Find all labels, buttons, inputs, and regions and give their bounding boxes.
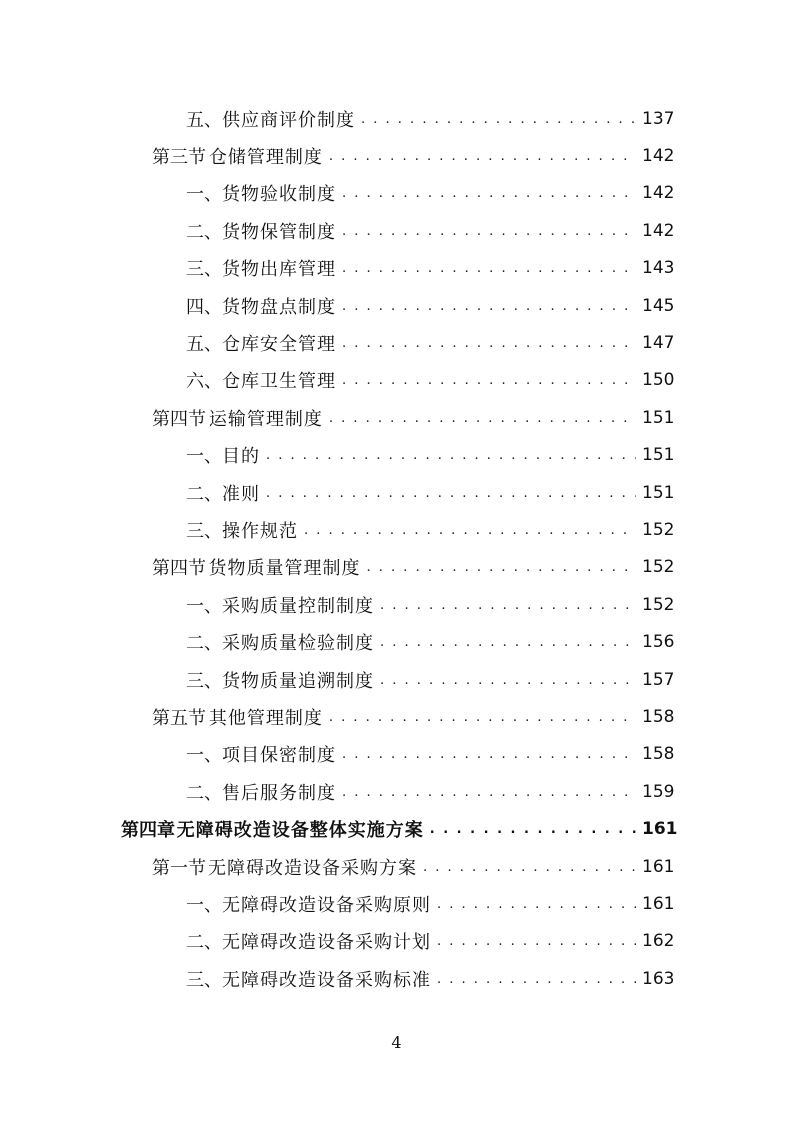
toc-entry-line [152, 554, 674, 580]
toc-entry-line [152, 854, 674, 880]
toc-dot-leader [329, 412, 636, 430]
toc-entry-page: 161 [642, 819, 678, 840]
toc-entry-title: 操作规范 [222, 520, 298, 542]
toc-entry-title: 货物质量追溯制度 [222, 670, 374, 692]
toc-dot-leader [304, 524, 636, 542]
toc-dot-leader [361, 113, 636, 131]
toc-entry-item[interactable] [0, 736, 793, 773]
toc-entry-page: 162 [642, 931, 675, 952]
toc-entry-page: 142 [642, 146, 675, 167]
toc-entry-number: 三、 [186, 670, 222, 692]
toc-entry-item[interactable] [0, 362, 793, 399]
toc-entry-number: 第四节 [152, 558, 206, 580]
toc-entry-page: 158 [642, 706, 675, 727]
toc-entry-page: 151 [642, 407, 675, 428]
toc-entry-section[interactable] [0, 399, 793, 436]
toc-entry-line [186, 629, 674, 655]
toc-entry-title: 仓储管理制度 [208, 147, 323, 169]
toc-entry-page: 161 [642, 893, 675, 914]
toc-entry-page: 161 [642, 856, 675, 877]
toc-entry-page: 152 [642, 557, 675, 578]
toc-entry-line [186, 741, 674, 767]
toc-entry-item[interactable] [0, 960, 793, 997]
toc-entry-page: 137 [642, 108, 675, 129]
toc-dot-leader [342, 300, 636, 318]
toc-entry-number: 一、 [186, 184, 222, 206]
toc-entry-title: 采购质量检验制度 [222, 633, 374, 655]
toc-entry-page: 163 [642, 968, 675, 989]
toc-entry-line [152, 405, 674, 431]
page-number: 4 [391, 1033, 402, 1052]
toc-entry-number: 二、 [186, 221, 222, 243]
toc-entry-number: 第五节 [152, 707, 206, 729]
toc-entry-item[interactable] [0, 212, 793, 249]
toc-entry-page: 142 [642, 183, 675, 204]
toc-dot-leader [380, 674, 636, 692]
toc-entry-section[interactable] [0, 137, 793, 174]
toc-dot-leader [423, 861, 636, 879]
toc-entry-line [186, 517, 674, 543]
toc-dot-leader [329, 711, 636, 729]
toc-entry-page: 147 [642, 333, 675, 354]
toc-entry-line [186, 667, 674, 693]
toc-entry-title: 货物验收制度 [222, 184, 336, 206]
toc-entry-number: 五、 [186, 109, 222, 131]
table-of-contents [0, 100, 793, 997]
toc-entry-item[interactable] [0, 773, 793, 810]
toc-entry-chapter[interactable] [0, 810, 793, 847]
toc-entry-page: 156 [642, 632, 675, 653]
toc-entry-section[interactable] [0, 848, 793, 885]
toc-entry-title: 货物质量管理制度 [208, 558, 361, 580]
toc-dot-leader [342, 786, 636, 804]
toc-entry-line [186, 480, 674, 506]
toc-entry-item[interactable] [0, 437, 793, 474]
toc-entry-line [186, 218, 674, 244]
toc-dot-leader [342, 262, 636, 280]
toc-entry-number: 一、 [186, 446, 222, 468]
toc-entry-title: 仓库安全管理 [222, 334, 336, 356]
toc-dot-leader [367, 561, 636, 579]
toc-dot-leader [342, 337, 636, 355]
toc-dot-leader [437, 935, 636, 953]
toc-entry-page: 158 [642, 744, 675, 765]
toc-entry-line [186, 928, 674, 954]
toc-entry-section[interactable] [0, 549, 793, 586]
toc-dot-leader [342, 748, 636, 766]
toc-entry-page: 143 [642, 258, 675, 279]
toc-entry-item[interactable] [0, 623, 793, 660]
toc-entry-line [186, 592, 674, 618]
toc-entry-title: 无障碍改造设备采购原则 [222, 894, 431, 916]
toc-entry-title: 采购质量控制制度 [222, 595, 374, 617]
toc-dot-leader [329, 150, 636, 168]
toc-entry-title: 仓库卫生管理 [222, 371, 336, 393]
toc-entry-line [186, 330, 674, 356]
toc-entry-item[interactable] [0, 287, 793, 324]
toc-entry-line [186, 966, 674, 992]
toc-entry-item[interactable] [0, 511, 793, 548]
toc-entry-title: 售后服务制度 [222, 782, 336, 804]
toc-entry-page: 151 [642, 445, 675, 466]
toc-entry-title: 其他管理制度 [208, 707, 323, 729]
toc-entry-section[interactable] [0, 698, 793, 735]
toc-dot-leader [266, 487, 636, 505]
toc-entry-number: 二、 [186, 483, 222, 505]
toc-entry-line [186, 106, 674, 132]
toc-entry-item[interactable] [0, 250, 793, 287]
toc-entry-page: 145 [642, 295, 675, 316]
toc-entry-item[interactable] [0, 175, 793, 212]
toc-entry-number: 四、 [186, 296, 222, 318]
toc-entry-title: 无障碍改造设备采购标准 [222, 969, 431, 991]
toc-entry-line [186, 255, 674, 281]
toc-entry-title: 货物盘点制度 [222, 296, 336, 318]
toc-entry-line [186, 442, 674, 468]
toc-entry-page: 152 [642, 519, 675, 540]
toc-entry-title: 项目保密制度 [222, 745, 336, 767]
toc-entry-title: 无障碍改造设备整体实施方案 [176, 820, 424, 842]
toc-entry-number: 一、 [186, 745, 222, 767]
toc-entry-line [186, 779, 674, 805]
toc-entry-number: 六、 [186, 371, 222, 393]
toc-entry-page: 150 [642, 370, 675, 391]
toc-entry-title: 准则 [222, 483, 260, 505]
toc-entry-item[interactable] [0, 885, 793, 922]
toc-entry-number: 三、 [186, 520, 222, 542]
toc-entry-line [152, 704, 674, 730]
toc-entry-page: 157 [642, 669, 675, 690]
toc-entry-number: 五、 [186, 334, 222, 356]
toc-entry-item[interactable] [0, 100, 793, 137]
toc-entry-title: 供应商评价制度 [222, 109, 355, 131]
toc-entry-item[interactable] [0, 474, 793, 511]
toc-entry-page: 142 [642, 220, 675, 241]
toc-entry-number: 二、 [186, 782, 222, 804]
toc-entry-number: 二、 [186, 633, 222, 655]
toc-entry-line [186, 367, 674, 393]
toc-entry-number: 第四章 [121, 820, 175, 842]
toc-dot-leader [380, 599, 636, 617]
toc-entry-page: 152 [642, 594, 675, 615]
toc-entry-page: 151 [642, 482, 675, 503]
toc-dot-leader [430, 823, 636, 841]
toc-entry-line [186, 180, 674, 206]
toc-dot-leader [437, 973, 636, 991]
toc-dot-leader [342, 187, 636, 205]
toc-entry-number: 三、 [186, 259, 222, 281]
toc-entry-number: 二、 [186, 932, 222, 954]
toc-entry-line [152, 143, 674, 169]
toc-entry-number: 一、 [186, 894, 222, 916]
toc-dot-leader [380, 636, 636, 654]
toc-dot-leader [342, 225, 636, 243]
toc-entry-number: 一、 [186, 595, 222, 617]
toc-entry-title: 无障碍改造设备采购计划 [222, 932, 431, 954]
toc-entry-number: 三、 [186, 969, 222, 991]
toc-entry-line [186, 891, 674, 917]
toc-entry-title: 目的 [222, 446, 260, 468]
toc-entry-title: 货物出库管理 [222, 259, 336, 281]
toc-dot-leader [437, 898, 636, 916]
toc-entry-number: 第三节 [152, 147, 206, 169]
toc-entry-item[interactable] [0, 923, 793, 960]
toc-entry-title: 货物保管制度 [222, 221, 336, 243]
toc-entry-number: 第四节 [152, 408, 206, 430]
toc-entry-line [121, 816, 678, 842]
toc-entry-item[interactable] [0, 661, 793, 698]
toc-dot-leader [266, 449, 636, 467]
toc-entry-page: 159 [642, 781, 675, 802]
toc-entry-title: 运输管理制度 [208, 408, 323, 430]
toc-entry-number: 第一节 [152, 857, 206, 879]
toc-entry-title: 无障碍改造设备采购方案 [207, 857, 417, 879]
toc-entry-item[interactable] [0, 586, 793, 623]
toc-entry-item[interactable] [0, 324, 793, 361]
toc-entry-line [186, 293, 674, 319]
toc-dot-leader [342, 374, 636, 392]
